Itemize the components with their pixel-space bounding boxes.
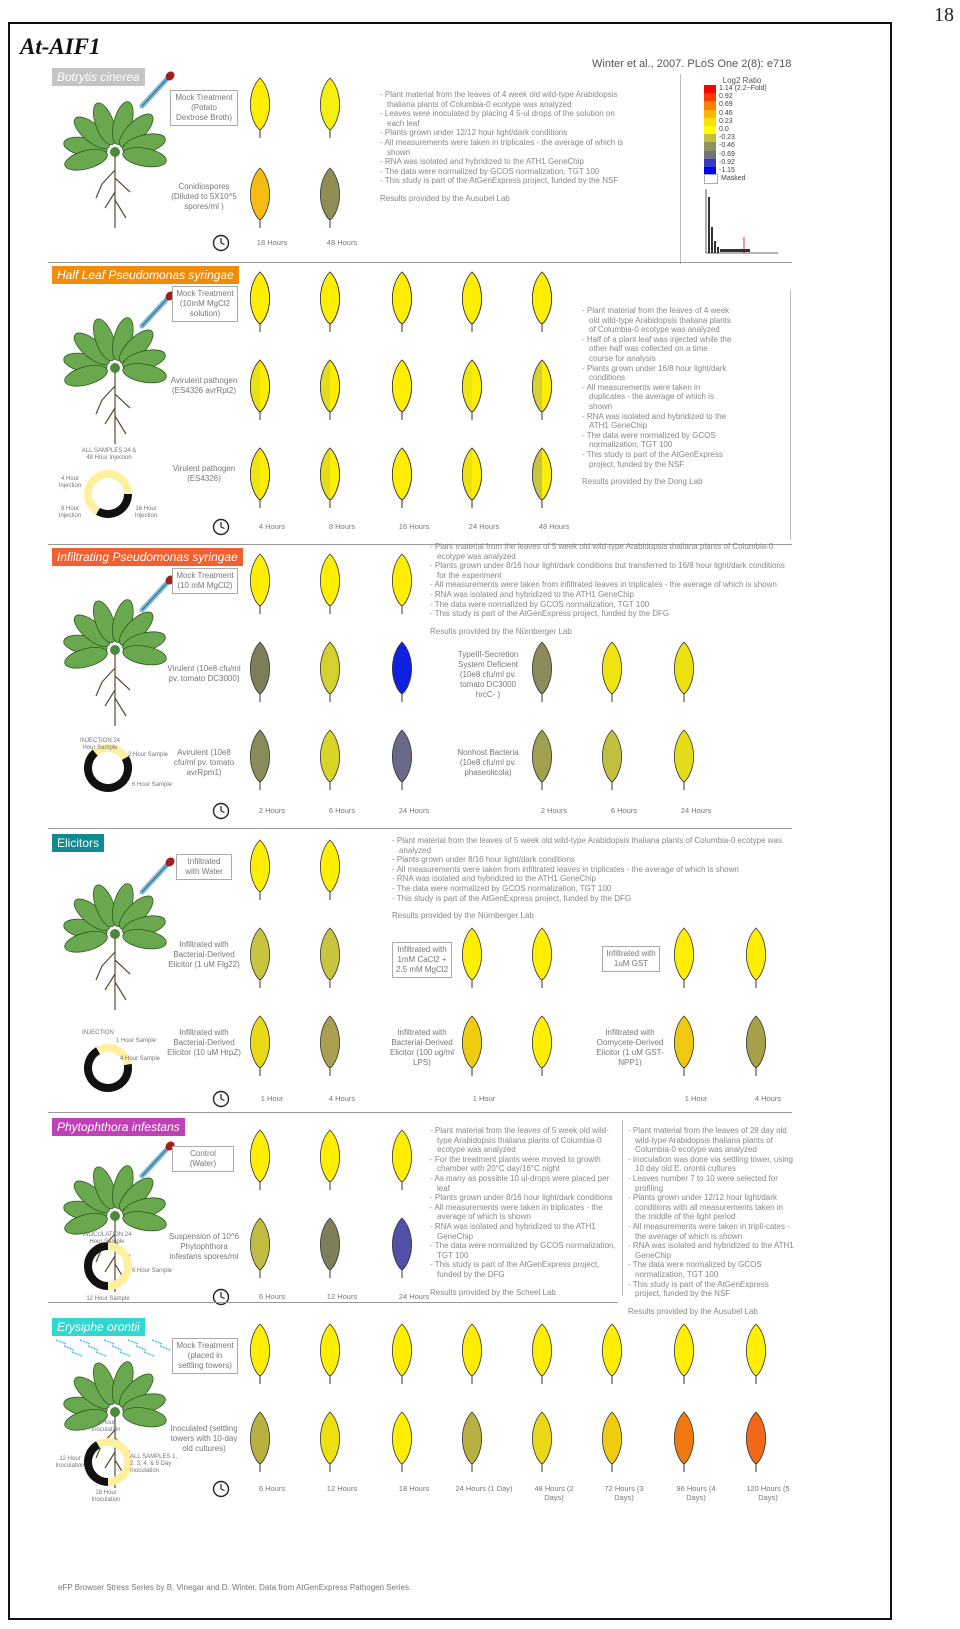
legend-row [704, 142, 780, 150]
results-credit: Results provided by the Nürnberger Lab [430, 626, 572, 636]
legend-row [704, 151, 780, 159]
condition-label: Nonhost Bacteria (10e8 cfu/ml pv. phaseolicola) [457, 748, 519, 777]
time-point-label: 1 Hour [260, 1094, 284, 1103]
experiment-notes [430, 1126, 616, 1297]
expression-leaf [390, 1322, 414, 1386]
note-item: - Plants grown under 8/16 hour light/dark conditions [430, 1193, 616, 1203]
time-point-label: 6 Hours [258, 1292, 286, 1301]
condition-label: Mock Treatment (10mM MgCl2 solution) [172, 286, 238, 322]
time-point-label: 4 Hours [754, 1094, 782, 1103]
expression-leaf [248, 1322, 272, 1386]
time-point-label: 48 Hours [538, 522, 570, 531]
condition-label: Infiltrated with Water [176, 854, 232, 880]
legend-row [704, 134, 780, 142]
time-point-label: 48 Hours (2 Days) [534, 1484, 574, 1502]
expression-leaf [600, 1322, 624, 1386]
expression-leaf [390, 446, 414, 510]
page-number: 18 [934, 4, 954, 26]
note-item: - RNA was isolated and hybridized to the ATH1 GeneChip [392, 874, 792, 884]
expression-leaf [600, 1410, 624, 1474]
experiment-notes [380, 90, 630, 204]
legend-label: -0.46 [719, 142, 735, 150]
expression-leaf [530, 446, 554, 510]
results-credit: Results provided by the Dong Lab [582, 477, 703, 487]
section-divider [48, 1302, 618, 1303]
diagram-note: 6 Hour Inoculation [91, 1420, 121, 1433]
time-point-label: 12 Hours [326, 1292, 358, 1301]
expression-leaf [318, 358, 342, 422]
time-point-label: 6 Hours [328, 806, 356, 815]
legend-row [704, 175, 780, 183]
expression-leaf [248, 1014, 272, 1078]
diagram-note: 1 Hour Sample [116, 1038, 157, 1044]
time-point-label: 16 Hours [398, 522, 430, 531]
expression-leaf [318, 640, 342, 704]
legend-swatch [704, 126, 716, 134]
expression-leaf [318, 166, 342, 230]
condition-label: Mock Treatment (placed in settling towers) [172, 1338, 238, 1374]
experiment-notes [582, 306, 732, 487]
expression-leaf [248, 926, 272, 990]
expression-leaf [672, 640, 696, 704]
expression-leaf [744, 1014, 768, 1078]
section-label-1: Half Leaf Pseudomonas syringae [52, 266, 239, 284]
legend-label: 0.23 [719, 117, 733, 125]
note-item: - Plant material from the leaves of 4 week old wild-type Arabidopsis thaliana plants of Columbia-0 ecotype was analyzed [380, 90, 630, 109]
note-item: - Plants grown under 12/12 hour light/dark conditions with all measurements taken in the middle of the light period [628, 1193, 794, 1222]
condition-label: Virulent pathogen (ES4326) [172, 464, 236, 483]
legend-swatch [704, 151, 716, 159]
expression-leaf [672, 1410, 696, 1474]
results-credit: Results provided by the Ausubel Lab [628, 1306, 758, 1316]
plant-illustration [60, 882, 170, 1012]
time-point-label: 96 Hours (4 Days) [676, 1484, 716, 1502]
expression-leaf [248, 728, 272, 792]
column-divider [622, 1120, 623, 1296]
legend-title: Log2 Ratio [722, 76, 762, 85]
diagram-note: INJECTION [82, 1030, 114, 1036]
legend-row [704, 101, 780, 109]
gene-title: At-AIF1 [20, 34, 101, 59]
results-credit: Results provided by the Scheel Lab [430, 1287, 556, 1297]
section-label-4: Phytophthora infestans [52, 1118, 185, 1136]
sampling-timeline-ring [82, 1240, 134, 1292]
note-item: - Plants grown under 8/16 hour light/dark conditions [392, 855, 792, 865]
diagram-note: INJECTION 24 Hour Sample [79, 738, 120, 751]
plant-illustration [60, 598, 170, 728]
note-item: - Plants grown under 8/16 hour light/dark conditions but transferred to 16/8 hour light/dark conditions for the experiment [430, 561, 790, 580]
diagram-note: 2 Hour Sample [128, 752, 169, 758]
legend-swatch [704, 93, 716, 101]
clock-icon [212, 518, 230, 536]
diagram-note: 12 Hour Inoculation [55, 1456, 85, 1469]
note-item: - All measurements were taken in tripli-cates - the average of which is shown [628, 1222, 794, 1241]
legend-row [704, 93, 780, 101]
expression-leaf [460, 926, 484, 990]
note-item: - Plant material from the leaves of 28 day old wild-type Arabidopsis thaliana plants of Columbia-0 ecotype was analyzed [628, 1126, 794, 1155]
expression-leaf [390, 640, 414, 704]
expression-leaf [672, 1014, 696, 1078]
condition-label: Conidiospores (Diluted to 5X10^5 spores/ml ) [171, 182, 237, 211]
time-point-label: 6 Hours [258, 1484, 286, 1493]
legend-swatch [704, 110, 716, 118]
citation: Winter et al., 2007. PLoS One 2(8): e718 [592, 58, 792, 70]
expression-leaf [530, 1410, 554, 1474]
column-divider [790, 290, 791, 540]
note-item: - All measurements were taken in triplicates - the average of which is shown [380, 138, 630, 157]
expression-leaf [248, 1410, 272, 1474]
expression-leaf [248, 270, 272, 334]
note-item: - As many as possible 10 ul-drops were placed per leaf [430, 1174, 616, 1193]
plant-illustration [60, 100, 170, 230]
clock-icon [212, 1288, 230, 1306]
time-point-label: 24 Hours [468, 522, 500, 531]
legend-label: 0.0 [719, 126, 729, 134]
note-item: - This study is part of the AtGenExpress project, funded by the DFG [392, 894, 792, 904]
diagram-note: 18 Hour Inoculation [91, 1490, 121, 1503]
clock-icon [212, 1480, 230, 1498]
legend-swatch [704, 85, 716, 93]
time-point-label: 1 Hour [472, 1094, 496, 1103]
legend-row [704, 110, 780, 118]
time-point-label: 120 Hours (5 Days) [746, 1484, 790, 1502]
plant-illustration [60, 316, 170, 446]
expression-leaf [460, 270, 484, 334]
time-point-label: 48 Hours [326, 238, 358, 247]
note-item: - The data were normalized by GCOS normalization, TGT 100 [430, 1241, 616, 1260]
expression-leaf [248, 76, 272, 140]
expression-leaf [390, 1410, 414, 1474]
expression-leaf [530, 728, 554, 792]
expression-leaf [248, 838, 272, 902]
diagram-note: 6 Hour Sample [132, 782, 173, 788]
note-item: - RNA was isolated and hybridized to the ATH1 GeneChip [430, 1222, 616, 1241]
time-point-label: 4 Hours [328, 1094, 356, 1103]
expression-leaf [600, 728, 624, 792]
condition-label: Infiltrated with Bacterial-Derived Elicitor (10 uM HrpZ) [167, 1028, 241, 1057]
note-item: - The data were normalized by GCOS normalization, TGT 100 [582, 431, 732, 450]
expression-leaf [390, 552, 414, 616]
time-point-label: 12 Hours [326, 1484, 358, 1493]
experiment-notes [628, 1126, 794, 1316]
expression-leaf [672, 728, 696, 792]
diagram-note: 4 Hour Injection [58, 476, 82, 489]
legend-label: 0.46 [719, 109, 733, 117]
legend-label: 0.69 [719, 101, 733, 109]
expression-leaf [318, 1322, 342, 1386]
expression-leaf [744, 1322, 768, 1386]
legend-label: -0.69 [719, 150, 735, 158]
diagram-note: ALL SAMPLES 24 & 48 Hour Injection [81, 448, 137, 461]
expression-leaf [248, 1128, 272, 1192]
diagram-note: 6 Hour Sample [132, 1268, 173, 1274]
clock-icon [212, 234, 230, 252]
note-item: - This study is part of the AtGenExpress project, funded by the NSF [380, 176, 630, 186]
time-point-label: 18 Hours [398, 1484, 430, 1493]
expression-leaf [530, 270, 554, 334]
expression-leaf [460, 1410, 484, 1474]
sampling-timeline-ring [82, 468, 134, 520]
clock-icon [212, 802, 230, 820]
note-item: - All measurements were taken from infiltrated leaves in triplicates - the average of which is shown [392, 865, 792, 875]
legend-swatch [704, 118, 716, 126]
expression-leaf [530, 926, 554, 990]
sampling-timeline-ring [82, 1042, 134, 1094]
note-item: - RNA was isolated and hybridized to the ATH1 GeneChip [582, 412, 732, 431]
legend-row [704, 126, 780, 134]
expression-leaf [318, 552, 342, 616]
diagram-note: INOCULATION 24 Hour Sample [82, 1232, 132, 1245]
diagram-note: 16 Hour Injection [134, 506, 158, 519]
note-item: - Half of a plant leaf was injected while the other half was collected on a time course for analysis [582, 335, 732, 364]
time-point-label: 24 Hours [398, 1292, 430, 1301]
footer: eFP Browser Stress Series by B. Vinegar and D. Winter. Data from AtGenExpress Pathogen Series. [58, 1583, 412, 1592]
note-item: - This study is part of the AtGenExpress project, funded by the NSF [628, 1280, 794, 1299]
note-item: - The data were normalized by GCOS normalization, TGT 100 [628, 1260, 794, 1279]
note-item: - Plant material from the leaves of 4 week old wild-type Arabidopsis thaliana plants of Columbia-0 ecotype was analyzed [582, 306, 732, 335]
note-item: - RNA was isolated and hybridized to the ATH1 GeneChip [380, 157, 630, 167]
expression-leaf [318, 446, 342, 510]
condition-label: Suspension of 10^6 Phytophthora infestans spores/ml [168, 1232, 240, 1261]
expression-leaf [390, 270, 414, 334]
time-point-label: 24 Hours [680, 806, 712, 815]
condition-label: TypeIII-Secretion System Deficient (10e8 cfu/ml pv. tomato DC3000 hrcC- ) [457, 650, 519, 699]
expression-leaf [390, 1216, 414, 1280]
expression-leaf [248, 552, 272, 616]
section-label-0: Botrytis cinerea [52, 68, 145, 86]
expression-leaf [744, 926, 768, 990]
section-label-3: Elicitors [52, 834, 104, 852]
expression-leaf [460, 358, 484, 422]
legend-row [704, 118, 780, 126]
legend-label: Masked [721, 175, 746, 183]
condition-label: Infiltrated with 1mM CaCl2 + 2.5 mM MgCl2 [392, 942, 452, 978]
time-point-label: 24 Hours (1 Day) [455, 1484, 513, 1493]
note-item: - Leaves were inoculated by placing 4 5-ul drops of the solution on each leaf [380, 109, 630, 128]
note-item: - This study is part of the AtGenExpress project, funded by the DFG [430, 609, 790, 619]
time-point-label: 18 Hours [256, 238, 288, 247]
note-item: - Plant material from the leaves of 5 week old wild-type Arabidopsis thaliana plants of Columbia-0 ecotype was analyzed [392, 836, 792, 855]
expression-leaf [460, 446, 484, 510]
legend-swatch [704, 101, 716, 109]
note-item: - This study is part of the AtGenExpress project, funded by the NSF [582, 450, 732, 469]
experiment-notes [392, 836, 792, 921]
experiment-notes [430, 542, 790, 636]
expression-leaf [600, 640, 624, 704]
note-item: - The data were normalized by GCOS normalization, TGT 100 [380, 167, 630, 177]
note-item: - Plant material from the leaves of 5 week old wild-type Arabidopsis thaliana plants of Columbia-0 ecotype was analyzed [430, 542, 790, 561]
legend-label: -0.92 [719, 158, 735, 166]
condition-label: Avirulent (10e8 cfu/ml pv. tomato avrRpm1) [173, 748, 235, 777]
expression-leaf [390, 1128, 414, 1192]
legend-label: 1.14 (2.2~Fold) [719, 85, 767, 93]
expression-leaf [744, 1410, 768, 1474]
condition-label: Inoculated (settling towers with 10-day old cultures) [170, 1424, 238, 1453]
expression-leaf [248, 640, 272, 704]
condition-label: Control (Water) [172, 1146, 234, 1172]
expression-leaf [460, 1322, 484, 1386]
expression-leaf [530, 640, 554, 704]
note-item: - The data were normalized by GCOS normalization, TGT 100 [392, 884, 792, 894]
results-credit: Results provided by the Ausubel Lab [380, 193, 510, 203]
expression-leaf [318, 838, 342, 902]
expression-leaf [390, 728, 414, 792]
expression-leaf [318, 728, 342, 792]
expression-leaf [390, 358, 414, 422]
section-divider [48, 828, 792, 829]
expression-leaf [318, 76, 342, 140]
condition-label: Virulent (10e8 cfu/ml pv. tomato DC3000) [167, 664, 241, 683]
diagram-note: 4 Hour Sample [120, 1056, 161, 1062]
condition-label: Avirulent pathogen (ES4326 avrRpt2) [170, 376, 238, 395]
expression-leaf [318, 1128, 342, 1192]
time-point-label: 24 Hours [398, 806, 430, 815]
condition-label: Infiltrated with Bacterial-Derived Elicitor (1 uM Flg22) [168, 940, 240, 969]
diagram-note: ALL SAMPLES 1, 2, 3, 4, & 5 Day Inoculation [130, 1454, 178, 1474]
time-point-label: 2 Hours [540, 806, 568, 815]
section-label-5: Erysiphe orontii [52, 1318, 145, 1336]
results-credit: Results provided by the Nürnberger Lab [392, 911, 534, 921]
expression-leaf [318, 926, 342, 990]
time-point-label: 1 Hour [684, 1094, 708, 1103]
time-point-label: 4 Hours [258, 522, 286, 531]
time-point-label: 2 Hours [258, 806, 286, 815]
legend-row [704, 159, 780, 167]
expression-leaf [248, 166, 272, 230]
note-item: - Plants grown under 12/12 hour light/dark conditions [380, 128, 630, 138]
note-item: - Plant material from the leaves of 5 week old wild-type Arabidopsis thaliana plants of Columbia-0 ecotype was analyzed [430, 1126, 616, 1155]
expression-leaf [248, 1216, 272, 1280]
diagram-note: 8 Hour Injection [58, 506, 82, 519]
note-item: - Inoculation was done via settling tower, using 10 day old E. orontii cultures [628, 1155, 794, 1174]
legend-swatch [704, 159, 716, 167]
legend-swatch [704, 134, 716, 142]
note-item: - For the treatment plants were moved to growth chamber with 20°C day/16°C night [430, 1155, 616, 1174]
expression-leaf [318, 1014, 342, 1078]
expression-leaf [672, 926, 696, 990]
note-item: - Leaves number 7 to 10 were selected for profiling [628, 1174, 794, 1193]
expression-leaf [318, 1410, 342, 1474]
time-point-label: 6 Hours [610, 806, 638, 815]
note-item: - All measurements were taken from infiltrated leaves in triplicates - the average of which is shown [430, 580, 790, 590]
clock-icon [212, 1090, 230, 1108]
condition-label: Infiltrated with Oomycete-Derived Elicitor (1 uM GST-NPP1) [596, 1028, 664, 1067]
condition-label: Infiltrated with 1uM GST [602, 946, 660, 972]
condition-label: Infiltrated with Bacterial-Derived Elicitor (100 ug/ml LPS) [389, 1028, 455, 1067]
color-legend [704, 76, 780, 262]
expression-leaf [318, 270, 342, 334]
note-item: - RNA was isolated and hybridized to the ATH1 GeneChip [430, 590, 790, 600]
time-point-label: 8 Hours [328, 522, 356, 531]
note-item: - Plants grown under 16/8 hour light/dark conditions [582, 364, 732, 383]
legend-row [704, 85, 780, 93]
note-item: - All measurements were taken in triplicates - the average of which is shown [430, 1203, 616, 1222]
note-item: - The data were normalized by GCOS normalization, TGT 100 [430, 600, 790, 610]
legend-label: -1.15 [719, 166, 735, 174]
section-label-2: Infiltrating Pseudomonas syringae [52, 548, 243, 566]
expression-leaf [672, 1322, 696, 1386]
histogram-icon [704, 187, 780, 257]
note-item: - This study is part of the AtGenExpress project, funded by the DFG [430, 1260, 616, 1279]
expression-leaf [248, 446, 272, 510]
legend-swatch [704, 142, 716, 150]
section-divider [48, 262, 792, 263]
diagram-note: 12 Hour Sample [86, 1296, 130, 1302]
time-point-label: 72 Hours (3 Days) [604, 1484, 644, 1502]
expression-leaf [530, 1322, 554, 1386]
expression-leaf [460, 1014, 484, 1078]
expression-leaf [318, 1216, 342, 1280]
legend-label: -0.23 [719, 134, 735, 142]
expression-leaf [530, 358, 554, 422]
condition-label: Mock Treatment (10 mM MgCl2) [172, 568, 238, 594]
note-item: - All measurements were taken in duplicates - the average of which is shown [582, 383, 732, 412]
legend-swatch [704, 174, 718, 184]
legend-label: 0.92 [719, 93, 733, 101]
condition-label: Mock Treatment (Potato Dextrose Broth) [170, 90, 238, 126]
note-item: - RNA was isolated and hybridized to the ATH1 GeneChip [628, 1241, 794, 1260]
section-divider [48, 1112, 792, 1113]
expression-leaf [248, 358, 272, 422]
expression-leaf [530, 1014, 554, 1078]
column-divider [680, 74, 681, 264]
